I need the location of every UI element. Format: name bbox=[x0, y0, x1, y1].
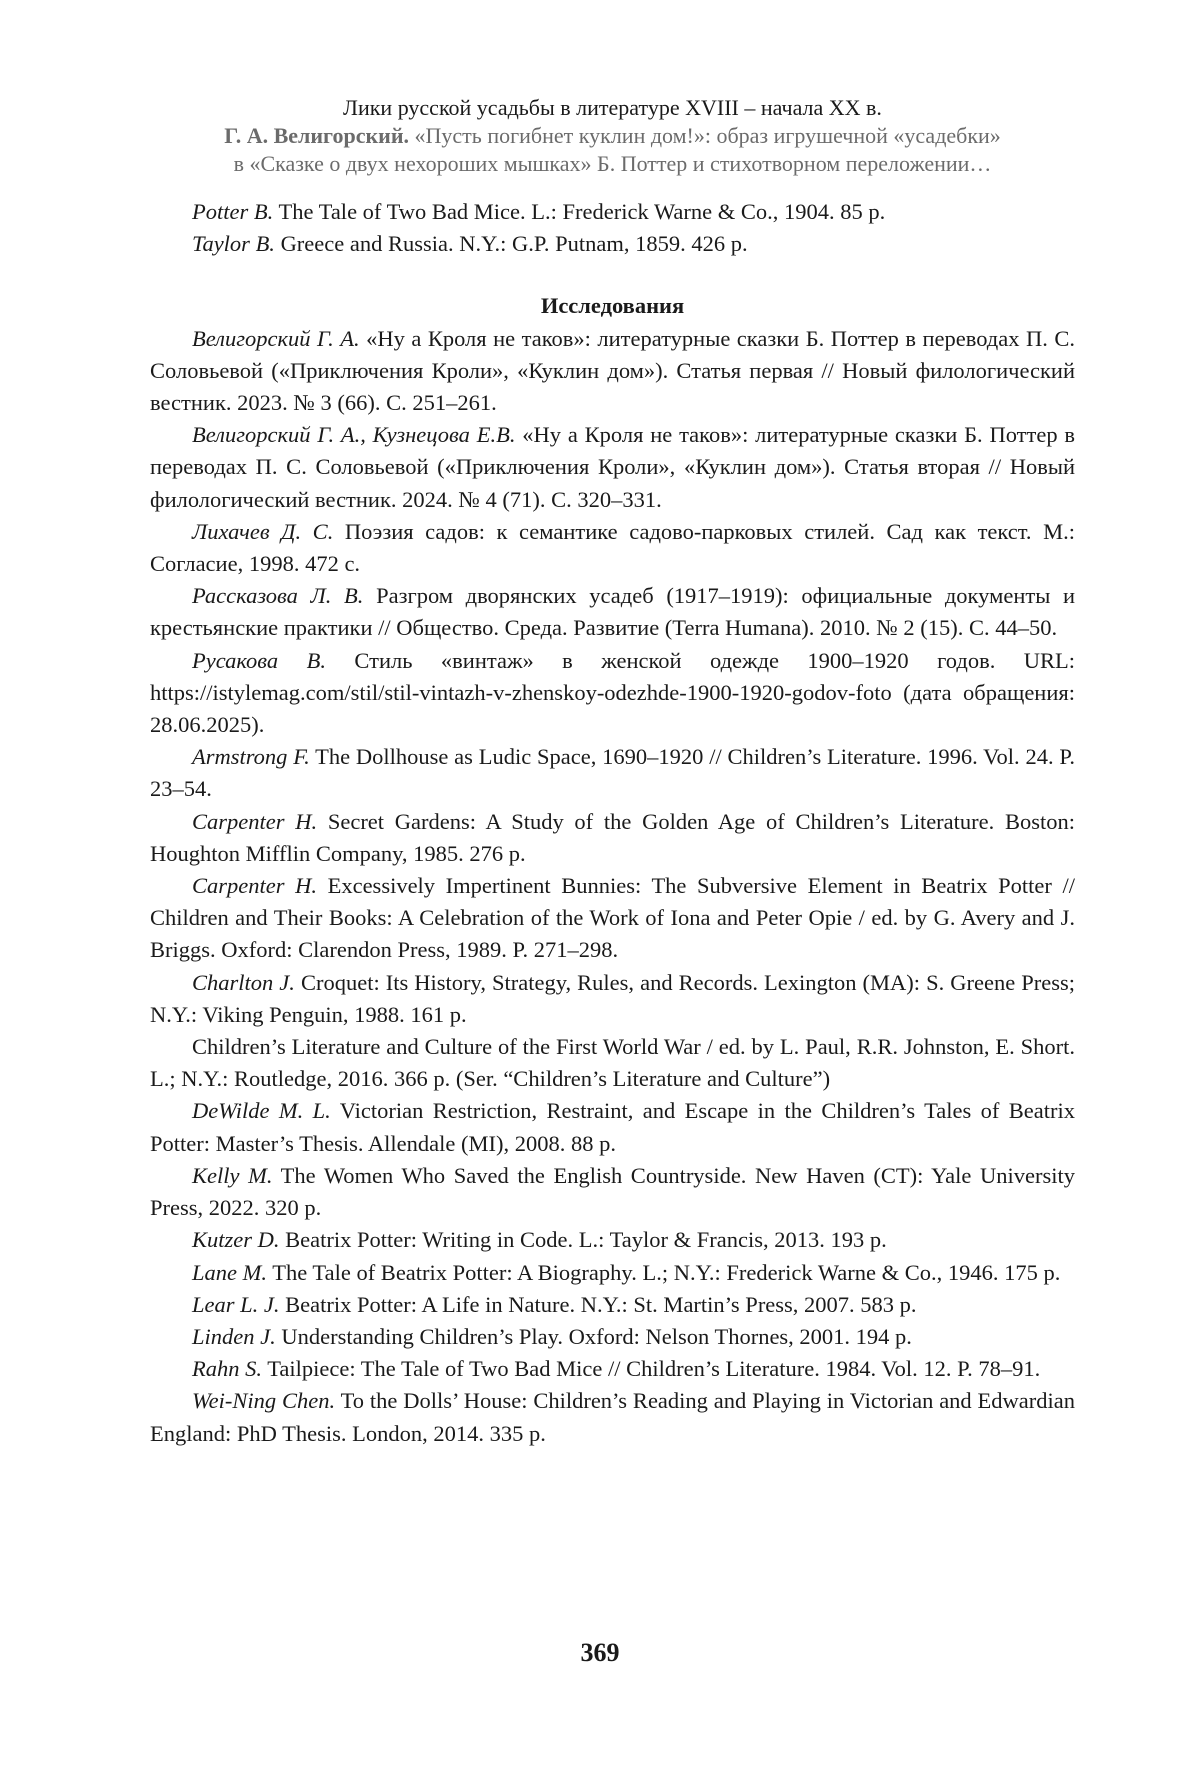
bibliography-entry bbox=[150, 645, 1075, 742]
entry-author: Велигорский Г. А., Кузнецова Е.В. bbox=[192, 422, 515, 447]
entry-author: DeWilde M. L. bbox=[192, 1098, 331, 1123]
bibliography-entry bbox=[150, 1224, 1075, 1256]
bibliography-entry bbox=[150, 870, 1075, 967]
entry-text: Стиль «винтаж» в женской одежде 1900–1920 годов. URL: https://istylemag.com/stil/stil-vintazh-v-zhenskoy-odezhde-1900-1920-godov-foto (дата обращения: 28.06.2025). bbox=[150, 648, 1075, 737]
entry-text: The Dollhouse as Ludic Space, 1690–1920 // Children’s Literature. 1996. Vol. 24. P. 23–54. bbox=[150, 744, 1075, 801]
bibliography-entry bbox=[150, 516, 1075, 580]
article-title-line2: в «Сказке о двух нехороших мышках» Б. Поттер и стихотворном переложении… bbox=[234, 151, 992, 176]
entry-author: Лихачев Д. С. bbox=[192, 519, 333, 544]
research-list bbox=[150, 323, 1075, 1450]
entry-author: Taylor B. bbox=[192, 231, 275, 256]
entry-author: Rahn S. bbox=[192, 1356, 262, 1381]
bibliography-entry bbox=[150, 1289, 1075, 1321]
article-title-line1: «Пусть погибнет куклин дом!»: образ игрушечной «усадебки» bbox=[415, 123, 1001, 148]
bibliography-entry bbox=[150, 1321, 1075, 1353]
page-number: 369 bbox=[0, 1638, 1200, 1668]
running-header bbox=[150, 94, 1075, 178]
entry-text: Victorian Restriction, Restraint, and Escape in the Children’s Tales of Beatrix Potter: Master’s Thesis. Allendale (MI), 2008. 88 p. bbox=[150, 1098, 1075, 1155]
bibliography-entry bbox=[150, 1095, 1075, 1159]
entry-author: Велигорский Г. А. bbox=[192, 326, 360, 351]
series-title: Лики русской усадьбы в литературе XVIII – начала XX в. bbox=[150, 94, 1075, 122]
entry-text: Understanding Children’s Play. Oxford: Nelson Thornes, 2001. 194 p. bbox=[281, 1324, 912, 1349]
bibliography-entry bbox=[150, 580, 1075, 644]
article-title bbox=[150, 122, 1075, 178]
entry-author: Carpenter H. bbox=[192, 809, 317, 834]
entry-author: Русакова В. bbox=[192, 648, 326, 673]
entry-text: To the Dolls’ House: Children’s Reading and Playing in Victorian and Edwardian England: PhD Thesis. London, 2014. 335 p. bbox=[150, 1388, 1075, 1445]
entry-author: Kutzer D. bbox=[192, 1227, 280, 1252]
bibliography-entry bbox=[150, 967, 1075, 1031]
entry-author: Wei-Ning Chen. bbox=[192, 1388, 335, 1413]
entry-author: Рассказова Л. В. bbox=[192, 583, 363, 608]
entry-author: Potter B. bbox=[192, 199, 273, 224]
bibliography-entry bbox=[150, 419, 1075, 516]
entry-author: Charlton J. bbox=[192, 970, 295, 995]
bibliography-entry bbox=[150, 1160, 1075, 1224]
entry-author: Armstrong F. bbox=[192, 744, 310, 769]
entry-author: Linden J. bbox=[192, 1324, 276, 1349]
article-author: Г. А. Велигорский. bbox=[224, 123, 409, 148]
bibliography-entry bbox=[150, 1353, 1075, 1385]
bibliography-entry bbox=[150, 1385, 1075, 1449]
entry-text: Excessively Impertinent Bunnies: The Subversive Element in Beatrix Potter // Children and Their Books: A Celebration of the Work of Iona and Peter Opie / ed. by G. Avery and J. Briggs. Oxford: Clarendon Press, 1989. P. 271–298. bbox=[150, 873, 1075, 962]
bibliography-entry bbox=[150, 806, 1075, 870]
entry-author: Lear L. J. bbox=[192, 1292, 280, 1317]
entry-text: Разгром дворянских усадеб (1917–1919): официальные документы и крестьянские практики // Общество. Среда. Развитие (Terra Humana). 2010. № 2 (15). С. 44–50. bbox=[150, 583, 1075, 640]
entry-author: Kelly M. bbox=[192, 1163, 272, 1188]
sources-list bbox=[150, 196, 1075, 260]
entry-text: «Ну а Кроля не таков»: литературные сказки Б. Поттер в переводах П. С. Соловьевой («Приключения Кроли», «Куклин дом»). Статья первая // Новый филологический вестник. 2023. № 3 (66). С. 251–261. bbox=[150, 326, 1075, 415]
bibliography-entry bbox=[150, 228, 1075, 260]
bibliography-entry bbox=[150, 741, 1075, 805]
bibliography-entry bbox=[150, 196, 1075, 228]
entry-text: The Tale of Two Bad Mice. L.: Frederick Warne & Co., 1904. 85 p. bbox=[278, 199, 885, 224]
page bbox=[0, 0, 1200, 1780]
entry-text: Croquet: Its History, Strategy, Rules, and Records. Lexington (MA): S. Greene Press; N.Y.: Viking Penguin, 1988. 161 p. bbox=[150, 970, 1075, 1027]
entry-text: Secret Gardens: A Study of the Golden Age of Children’s Literature. Boston: Houghton Mifflin Company, 1985. 276 p. bbox=[150, 809, 1075, 866]
entry-text: The Women Who Saved the English Countryside. New Haven (CT): Yale University Press, 2022. 320 p. bbox=[150, 1163, 1075, 1220]
entry-text: Greece and Russia. N.Y.: G.P. Putnam, 1859. 426 p. bbox=[281, 231, 748, 256]
entry-text: Поэзия садов: к семантике садово-парковых стилей. Сад как текст. М.: Согласие, 1998. 472 с. bbox=[150, 519, 1075, 576]
entry-text: Beatrix Potter: A Life in Nature. N.Y.: St. Martin’s Press, 2007. 583 p. bbox=[285, 1292, 916, 1317]
entry-text: Beatrix Potter: Writing in Code. L.: Taylor & Francis, 2013. 193 p. bbox=[285, 1227, 887, 1252]
research-heading: Исследования bbox=[150, 290, 1075, 322]
bibliography bbox=[150, 196, 1075, 1450]
bibliography-entry bbox=[150, 1257, 1075, 1289]
bibliography-entry bbox=[150, 1031, 1075, 1095]
entry-author: Lane M. bbox=[192, 1260, 267, 1285]
entry-author: Carpenter H. bbox=[192, 873, 317, 898]
entry-text: The Tale of Beatrix Potter: A Biography. L.; N.Y.: Frederick Warne & Co., 1946. 175 p. bbox=[272, 1260, 1060, 1285]
entry-text: «Ну а Кроля не таков»: литературные сказки Б. Поттер в переводах П. С. Соловьевой («Приключения Кроли», «Куклин дом»). Статья вторая // Новый филологический вестник. 2024. № 4 (71). С. 320–331. bbox=[150, 422, 1075, 511]
entry-text: Children’s Literature and Culture of the First World War / ed. by L. Paul, R.R. Johnston, E. Short. L.; N.Y.: Routledge, 2016. 366 p. (Ser. “Children’s Literature and Culture”) bbox=[150, 1034, 1075, 1091]
entry-text: Tailpiece: The Tale of Two Bad Mice // Children’s Literature. 1984. Vol. 12. P. 78–91. bbox=[267, 1356, 1040, 1381]
bibliography-entry bbox=[150, 323, 1075, 420]
